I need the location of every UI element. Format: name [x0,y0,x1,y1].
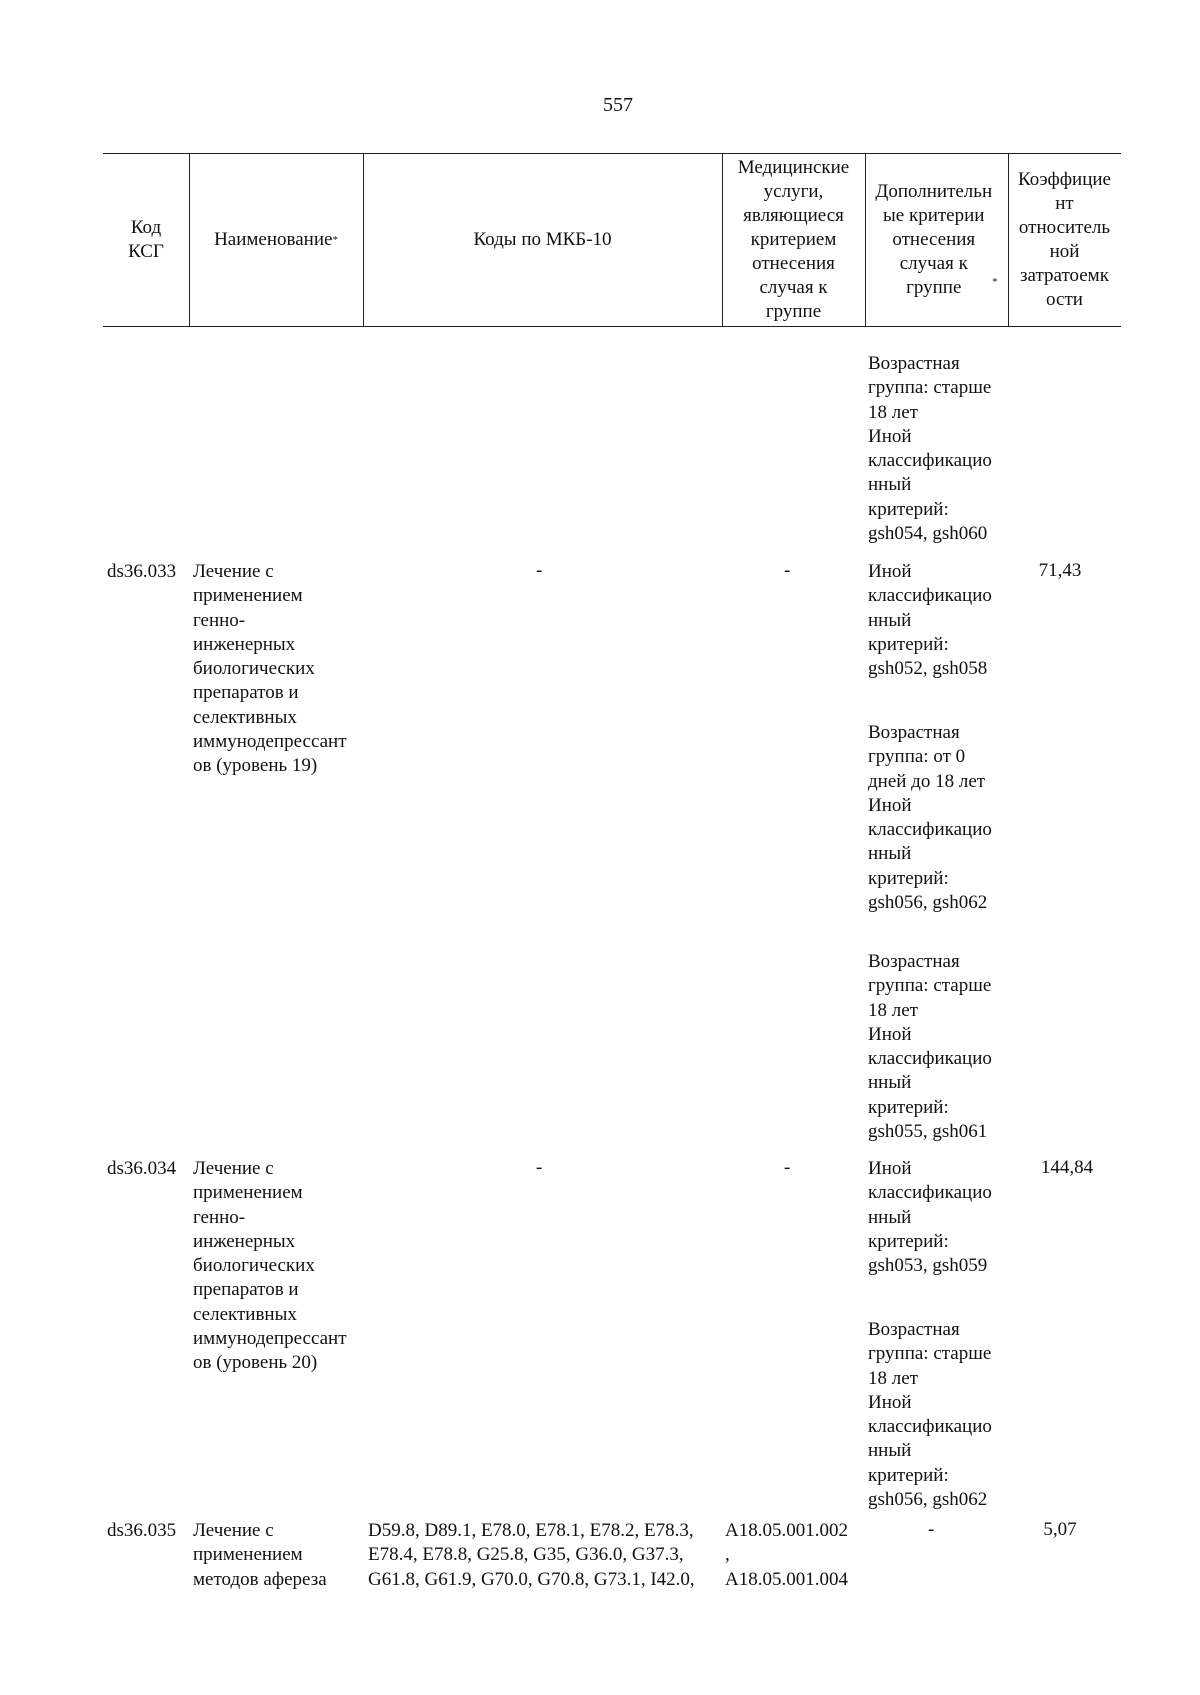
additional-criteria: Иной классификацио нный критерий: gsh053, gsh059 [868,1158,992,1277]
header-mkb-text: Коды по МКБ-10 [473,229,612,250]
mkb-codes: D59.8, D89.1, E78.0, E78.1, E78.2, E78.3, E78.4, E78.8, G25.8, G35, G36.0, G37.3, G61.8, G61.9, G70.0, G70.8, G73.1, I42.0, [368,1520,695,1590]
header-services [722,154,865,326]
header-services-text: Медицинские услуги, являющиеся критерием отнесения случая к группе [737,157,850,322]
header-additional-text: Дополнительн ые критерии отнесения случая к группе [875,181,993,298]
additional-criteria: Возрастная группа: от 0 дней до 18 лет Иной классификацио нный критерий: gsh056, gsh062 [868,722,992,914]
page-number: 557 [603,94,633,116]
coefficient: 5,07 [1043,1519,1077,1540]
header-code [103,154,189,326]
criteria-continued: Возрастная группа: старше 18 лет Иной классификацио нный критерий: gsh054, gsh060 [868,353,992,545]
header-additional-asterisk: * [992,276,998,288]
additional-criteria: - [928,1519,935,1540]
ksg-code: ds36.034 [107,1158,177,1179]
header-name [189,154,363,326]
table-header [103,153,1121,327]
ksg-code: ds36.035 [107,1520,177,1541]
header-name-asterisk: * [332,234,338,246]
additional-criteria: Возрастная группа: старше 18 лет Иной классификацио нный критерий: gsh056, gsh062 [868,1319,992,1511]
ksg-name: Лечение с применением генно- инженерных биологических препаратов и селективных иммунодепрессант ов (уровень 20) [193,1158,347,1374]
additional-criteria: Возрастная группа: старше 18 лет Иной классификацио нный критерий: gsh055, gsh061 [868,951,992,1143]
coefficient: 144,84 [1040,1157,1094,1178]
additional-criteria: Иной классификацио нный критерий: gsh052, gsh058 [868,561,992,680]
header-code-text: Код КСГ [128,217,164,262]
medical-services: A18.05.001.002 , A18.05.001.004 [725,1520,848,1590]
header-coef [1008,154,1121,326]
mkb-codes: - [536,560,543,581]
header-coef-text: Коэффицие нт относитель ной затратоемк ости [1018,169,1111,310]
ksg-code: ds36.033 [107,561,177,582]
ksg-name: Лечение с применением генно- инженерных биологических препаратов и селективных иммунодепрессант ов (уровень 19) [193,561,347,777]
header-name-text: Наименование [214,229,333,250]
coefficient: 71,43 [1038,560,1082,581]
header-mkb [363,154,722,326]
ksg-name: Лечение с применением методов афереза [193,1520,327,1590]
medical-services: - [784,1157,791,1178]
medical-services: - [784,560,791,581]
header-additional [865,154,1008,326]
mkb-codes: - [536,1157,543,1178]
